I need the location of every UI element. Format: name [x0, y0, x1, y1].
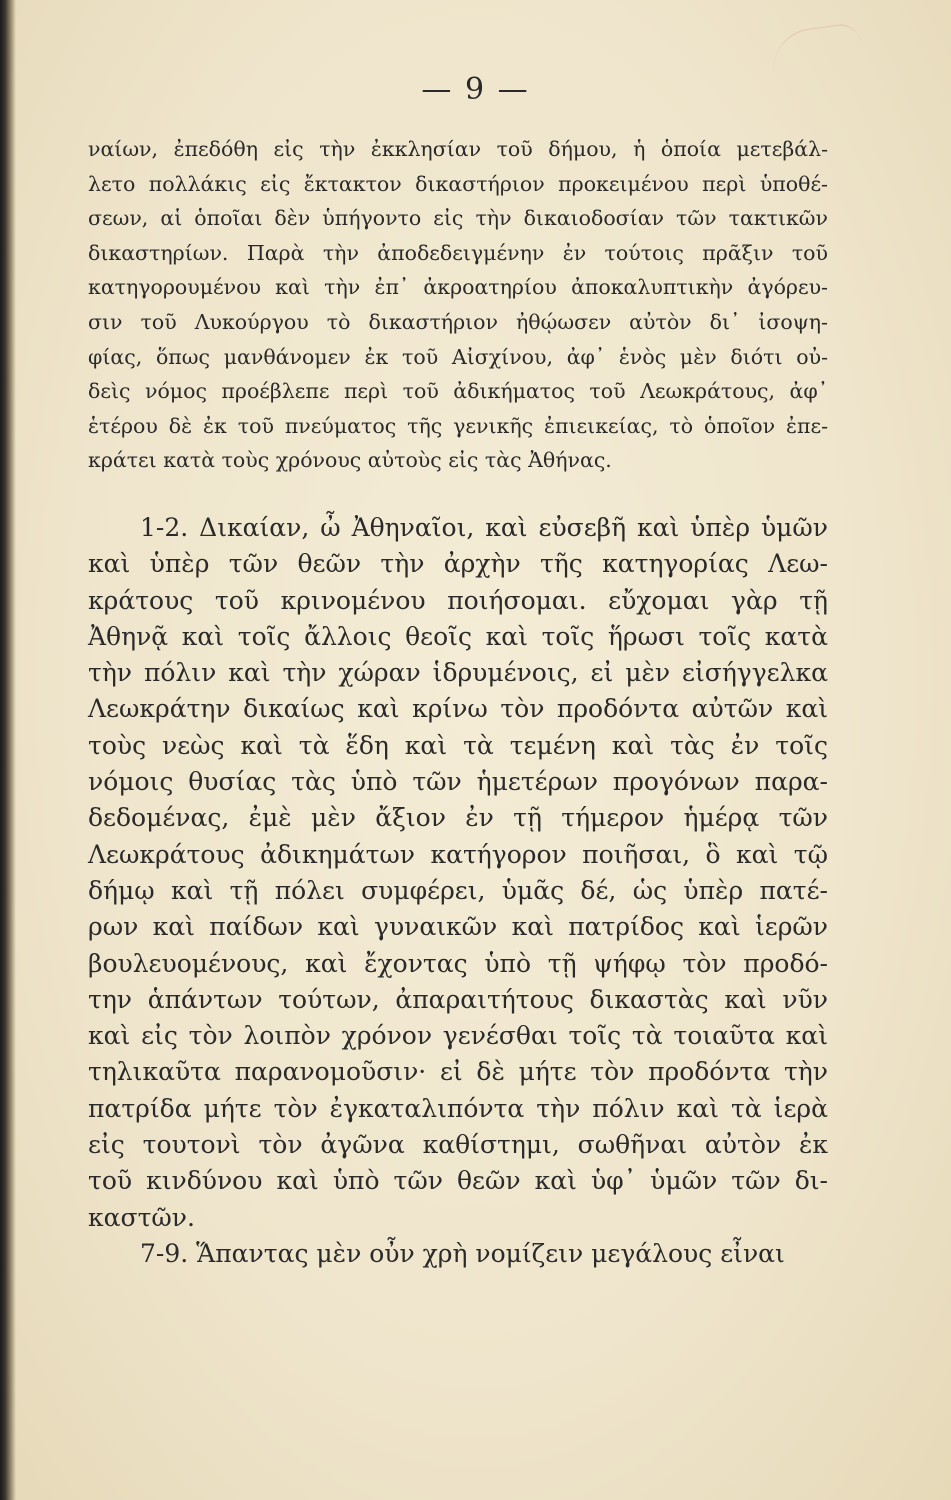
translation-text — [88, 510, 828, 1272]
text-line: εἰς τουτονὶ τὸν ἀγῶνα καθίστημι, σωθῆναι αὐτὸν ἐκ — [88, 1130, 828, 1160]
section-start-1-2: 1-2. Δικαίαν, ὦ Ἀθηναῖοι, καὶ εὐσεβῆ καὶ ὑπὲρ ὑμῶν — [140, 513, 828, 542]
text-line: τοῦ κινδύνου καὶ ὑπὸ τῶν θεῶν καὶ ὑφ᾽ ὑμῶν τῶν δι- — [88, 1166, 828, 1196]
intro-line: ναίων, ἐπεδόθη εἰς τὴν ἐκκλησίαν τοῦ δήμου, ἡ ὁποία μετεβάλ- — [88, 137, 828, 161]
text-line: τοὺς νεὼς καὶ τὰ ἕδη καὶ τὰ τεμένη καὶ τὰς ἐν τοῖς — [88, 730, 828, 760]
text-line: Λεωκράτην δικαίως καὶ κρίνω τὸν προδόντα αὐτῶν καὶ — [88, 694, 828, 724]
page-number: — 9 — — [421, 72, 530, 107]
text-line: δεδομένας, ἐμὲ μὲν ἄξιον ἐν τῇ τήμερον ἡμέρᾳ τῶν — [88, 803, 828, 833]
section-start-7-9: 7-9. Ἅπαντας μὲν οὖν χρὴ νομίζειν μεγάλους εἶναι — [140, 1238, 785, 1268]
text-line: νόμοις θυσίας τὰς ὑπὸ τῶν ἡμετέρων προγόνων παρα- — [88, 767, 828, 797]
text-line: τὴν πόλιν καὶ τὴν χώραν ἱδρυμένοις, εἰ μὲν εἰσήγγελκα — [88, 658, 828, 688]
intro-line: δικαστηρίων. Παρὰ τὴν ἀποδεδειγμένην ἐν τούτοις πρᾶξιν τοῦ — [88, 240, 828, 265]
text-line: καὶ ὑπὲρ τῶν θεῶν τὴν ἀρχὴν τῆς κατηγορίας Λεω- — [88, 549, 828, 579]
text-line: Λεωκράτους ἀδικημάτων κατήγορον ποιῆσαι, ὃ καὶ τῷ — [88, 839, 828, 869]
text-line: τηλικαῦτα παρανομοῦσιν· εἰ δὲ μήτε τὸν προδόντα τὴν — [88, 1057, 828, 1087]
text-line: βουλευομένους, καὶ ἔχοντας ὑπὸ τῇ ψήφῳ τὸν προδό- — [88, 948, 828, 978]
intro-line: σεων, αἱ ὁποῖαι δὲν ὑπήγοντο εἰς τὴν δικαιοδοσίαν τῶν τακτικῶν — [88, 206, 828, 231]
pencil-annotation — [769, 22, 864, 75]
text-line: καὶ εἰς τὸν λοιπὸν χρόνον γενέσθαι τοῖς τὰ τοιαῦτα καὶ — [88, 1021, 828, 1051]
intro-line: κατηγορουμένου καὶ τὴν ἐπ᾽ ἀκροατηρίου ἀποκαλυπτικὴν ἀγόρευ- — [88, 275, 828, 300]
intro-line: φίας, ὅπως μανθάνομεν ἐκ τοῦ Αἰσχίνου, ἀφ᾽ ἑνὸς μὲν διότι οὐ- — [88, 344, 828, 369]
binding-edge-shadow — [0, 0, 16, 1500]
intro-line: λετο πολλάκις εἰς ἔκτακτον δικαστήριον προκειμένου περὶ ὑποθέ- — [88, 171, 828, 196]
intro-paragraph — [88, 132, 828, 478]
text-line: ρων καὶ παίδων καὶ γυναικῶν καὶ πατρίδος καὶ ἱερῶν — [88, 912, 828, 942]
text-line: δήμῳ καὶ τῇ πόλει συμφέρει, ὑμᾶς δέ, ὡς ὑπὲρ πατέ- — [88, 875, 828, 905]
intro-line: σιν τοῦ Λυκούργου τὸ δικαστήριον ἠθῴωσεν αὐτὸν δι᾽ ἰσοψη- — [88, 309, 828, 334]
intro-line: δεὶς νόμος προέβλεπε περὶ τοῦ ἀδικήματος τοῦ Λεωκράτους, ἀφ᾽ — [88, 379, 828, 404]
text-line: κράτους τοῦ κρινομένου ποιήσομαι. εὔχομαι γὰρ τῇ — [88, 585, 828, 615]
text-line: Ἀθηνᾷ καὶ τοῖς ἄλλοις θεοῖς καὶ τοῖς ἥρωσι τοῖς κατὰ — [88, 621, 828, 651]
intro-line: ἑτέρου δὲ ἐκ τοῦ πνεύματος τῆς γενικῆς ἐπιεικείας, τὸ ὁποῖον ἐπε- — [88, 413, 828, 438]
text-line: πατρίδα μήτε τὸν ἐγκαταλιπόντα τὴν πόλιν καὶ τὰ ἱερὰ — [88, 1093, 828, 1123]
text-line: την ἁπάντων τούτων, ἀπαραιτήτους δικαστὰς καὶ νῦν — [88, 984, 828, 1014]
intro-line: κράτει κατὰ τοὺς χρόνους αὐτοὺς εἰς τὰς Ἀθήνας. — [88, 448, 612, 473]
text-line: καστῶν. — [88, 1202, 195, 1232]
